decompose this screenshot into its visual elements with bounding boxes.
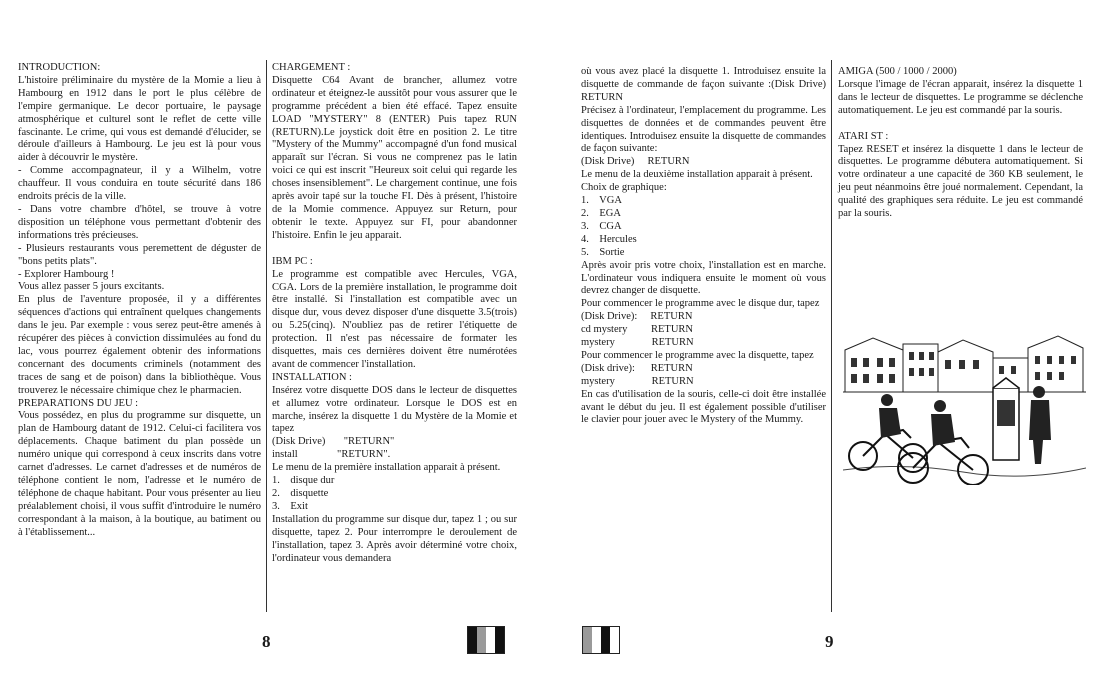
motorcycle-street-illustration xyxy=(843,330,1086,485)
command-line: (Disk drive): RETURN xyxy=(581,362,693,374)
column-divider xyxy=(831,60,832,612)
heading-chargement: CHARGEMENT : xyxy=(272,62,351,73)
paragraph: Lorsque l'image de l'écran apparait, insérez la disquette 1 dans le lecteur de disquettes. Le programme se déclenche automatiquement. Le jeu est commandé par la souris. xyxy=(838,78,1083,116)
bar xyxy=(583,627,592,653)
list-item: 3. Exit xyxy=(272,500,308,512)
paragraph: Tapez RESET et insérez la disquette 1 dans le lecteur de disquettes. Le programme débutera automatiquement. Si votre ordinateur a une capacité de 360 KB seulement, le jeu peut néanmoins être joué normalement. Cependant, la qualité des graphiques sera réduite. Le jeu est commandé par la souris. xyxy=(838,143,1083,220)
bullet: - Dans votre chambre d'hôtel, se trouve à votre disposition un téléphone vous permettant d'obtenir des informations très précieuses. xyxy=(18,203,261,241)
paragraph: Disquette C64 Avant de brancher, allumez votre ordinateur et éteignez-le aussitôt pour vous assurer que le programme précédent a bien été effacé. Tapez ensuite LOAD "MYSTERY" 8 (ENTER) Puis tapez RUN (RETURN).Le joystick doit être en position 2. Le titre "Mystery of the Mummy" accompagné d'un fond musical apparaît sur l'écran. Si vous ne comprenez pas le latin voici ce qui est inscrit "Heureux soit celui qui regarde les choses insensiblement". Le chargement continue, une fois après avoir tapé sur la touche FI. Dès à présent, l'histoire de la Momie commence. Appuyez sur Return, pour obtenir le texte. Appuyez sur FI, pour abandonner l'histoire. Enfin le jeu apparait. xyxy=(272,74,517,241)
paragraph: Pour commencer le programme avec le disque dur, tapez xyxy=(581,298,820,310)
list-item: 1. VGA xyxy=(581,195,622,207)
paragraph: Vous allez passer 5 jours excitants. xyxy=(18,281,165,293)
command-line: (Disk Drive) "RETURN" xyxy=(272,436,395,448)
paragraph: En cas d'utilisation de la souris, celle-ci doit être installée avant le début du jeu. Il est également possible d'utiliser le clavier pour jouer avec le Mystery of the Mummy. xyxy=(581,388,826,426)
heading-atari-st: ATARI ST : xyxy=(838,130,889,142)
spacer xyxy=(838,118,1083,131)
list-item: 4. Hercules xyxy=(581,233,637,245)
heading-amiga: AMIGA (500 / 1000 / 2000) xyxy=(838,66,957,77)
registration-bars-left xyxy=(467,626,505,654)
command-line: mystery RETURN xyxy=(581,375,694,387)
bar xyxy=(468,627,477,653)
command-line: mystery RETURN xyxy=(581,337,694,349)
paragraph: Le menu de la deuxième installation apparait à présent. xyxy=(581,169,813,181)
command-line: install "RETURN". xyxy=(272,449,391,461)
page-number-right: 9 xyxy=(825,632,834,651)
command-line: (Disk Drive): RETURN xyxy=(581,311,693,323)
heading-installation: INSTALLATION : xyxy=(272,371,352,383)
registration-bars-right xyxy=(582,626,620,654)
list-item: 5. Sortie xyxy=(581,246,625,258)
bar xyxy=(601,627,610,653)
column-3 xyxy=(581,66,826,427)
bar xyxy=(486,627,495,653)
column-2 xyxy=(272,62,517,565)
column-4 xyxy=(838,66,1083,221)
column-divider xyxy=(266,60,267,612)
bar xyxy=(495,627,504,653)
paragraph: L'histoire préliminaire du mystère de la Momie a lieu à Hambourg en 1912 dans le port le plus célèbre de l'empire germanique. Le decor portuaire, le paysage atmosphérique et culturel sont le reflet de cette ville fascinante. Le crime, qui vous est demandé d'élucider, se déroule d'ailleurs à Hambourg. Le jeu est là pour vous aider à découvrir le mystère. xyxy=(18,74,261,164)
column-1 xyxy=(18,62,261,540)
spacer xyxy=(272,243,517,256)
list-item: 2. EGA xyxy=(581,207,621,219)
bullet: - Explorer Hambourg ! xyxy=(18,268,115,280)
heading-introduction: INTRODUCTION: xyxy=(18,62,101,73)
paragraph: Le menu de la première installation apparait à présent. xyxy=(272,462,501,474)
paragraph: Choix de graphique: xyxy=(581,182,667,194)
paragraph: En plus de l'aventure proposée, il y a différentes séquences d'actions qui entraînent quelques changements dans le jeu. Par exemple : vous serez peut-être amenés à récupérer des pièces à conviction dissimulées au fond du lac, vous pourrez également obtenir des informations concernant des documents criminels (notamment des traces de sang et de poison) dans la bibliothèque. Vous trouverez le nécessaire chimique chez le pharmacien. xyxy=(18,294,261,396)
bar xyxy=(592,627,601,653)
list-item: 2. disquette xyxy=(272,488,329,499)
paragraph: Vous possédez, en plus du programme sur disquette, un plan de Hambourg datant de 1912. Celui-ci facilitera vos déplacements. Chaque batiment du plan possède un numéro unique qui correspond à ceux inscrits dans votre carnet d'adresses. Le carnet d'adresses et de numéros de téléphone contient le nom, l'adresse et le numéro de téléphone de chaque habitant. Pour vous présenter au lieu préalablement choisi, il vous suffit d'introduire le numéro correspondant à la maison, à la boutique, au batiment ou à l'établissement... xyxy=(18,410,261,538)
bullet: - Comme accompagnateur, il y a Wilhelm, votre chauffeur. Il vous conduira en toute sécurité dans 186 endroits précis de la ville. xyxy=(18,165,261,203)
paragraph: Après avoir pris votre choix, l'installation est en marche. L'ordinateur vous indiquera ensuite le moment où vous devrez changer de disquette. xyxy=(581,259,826,297)
paragraph: Précisez à l'ordinateur, l'emplacement du programme. Les disquettes de données et de commandes peuvent être identiques. Introduisez ensuite la disquette de commandes de façon suivante: xyxy=(581,104,826,155)
list-item: 1. disque dur xyxy=(272,475,335,487)
paragraph: Le programme est compatible avec Hercules, VGA, CGA. Lors de la première installation, le programme doit être installé. Si l'installation est compatible avec un disque dur, vous devez disposer d'une disquette 3.5(trois) ou 5.25(cinq). N'oubliez pas de retirer l'étiquette de protection. Il n'est pas nécessaire de formater les disquettes, mais ces dernières doivent être numérotées avant de commencer l'installation. xyxy=(272,268,517,370)
list-item: 3. CGA xyxy=(581,220,622,232)
page-number-left: 8 xyxy=(262,632,271,651)
paragraph: Pour commencer le programme avec la disquette, tapez xyxy=(581,349,814,361)
paragraph: Installation du programme sur disque dur, tapez 1 ; ou sur disquette, tapez 2. Pour interrompre le deroulement de l'installation, tapez 3. Après avoir déterminé votre choix, l'ordinateur vous demandera xyxy=(272,513,517,564)
command-line: cd mystery RETURN xyxy=(581,324,693,336)
heading-preparations: PREPARATIONS DU JEU : xyxy=(18,397,139,409)
heading-ibm-pc: IBM PC : xyxy=(272,255,313,267)
bullet: - Plusieurs restaurants vous peremettent de déguster de "bons petits plats". xyxy=(18,242,261,267)
command-line: (Disk Drive) RETURN xyxy=(581,156,690,168)
paragraph: où vous avez placé la disquette 1. Introduisez ensuite la disquette de commande de façon suivante :(Disk Drive) RETURN xyxy=(581,66,826,103)
bar xyxy=(477,627,486,653)
bar xyxy=(610,627,619,653)
paragraph: Insérez votre disquette DOS dans le lecteur de disquettes et allumez votre ordinateur. Lorsque le DOS est en marche, insérez la disquette 1 du Mystère de la Momie et tapez xyxy=(272,384,517,435)
